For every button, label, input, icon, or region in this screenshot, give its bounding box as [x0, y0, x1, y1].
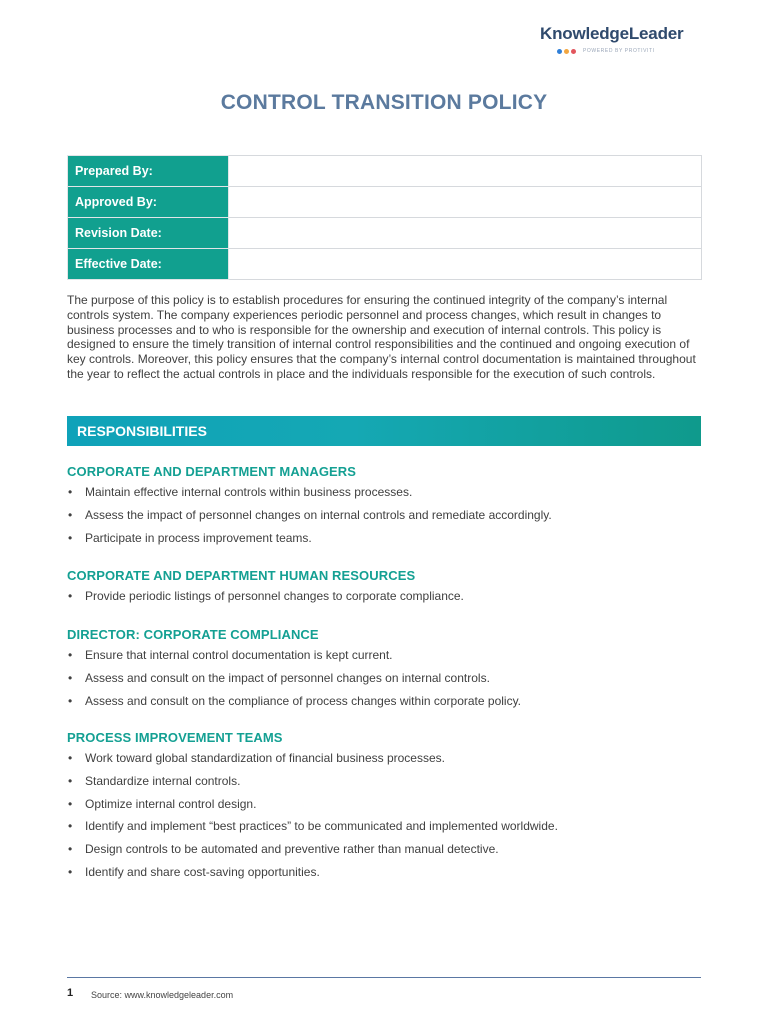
page-title: CONTROL TRANSITION POLICY [220, 91, 548, 114]
table-row [68, 249, 702, 280]
purpose-paragraph: The purpose of this policy is to establish procedures for ensuring the continued integrity of the company’s internal controls system. The company experiences periodic personnel and process changes, which result in changes to business processes and to who is responsible for the ownership and execution of internal controls. This policy is designed to ensure the timely transition of internal control responsibilities and the continued and ongoing execution of key controls. Moreover, this policy ensures that the company’s internal control documentation is maintained throughout the year to reflect the actual controls in place and the individuals responsible for the execution of such controls. [67, 293, 696, 381]
list-item [67, 750, 707, 773]
list-item-text: Identify and implement “best practices” to be communicated and implemented worldwide. [85, 819, 558, 834]
effective-date-label: Effective Date: [68, 249, 229, 280]
brand-dot-blue-icon [557, 49, 562, 54]
list-item-text: Provide periodic listings of personnel changes to corporate compliance. [85, 589, 464, 603]
bullet-icon: • [68, 589, 73, 603]
bullet-icon: • [68, 530, 73, 545]
list-item [67, 647, 707, 670]
page-number: 1 [67, 987, 74, 999]
bullet-icon: • [68, 819, 73, 834]
list-item [67, 841, 707, 864]
section-heading: CORPORATE AND DEPARTMENT HUMAN RESOURCES [67, 568, 416, 583]
list-item [67, 773, 707, 796]
prepared-by-value[interactable] [229, 156, 702, 187]
bullet-list [67, 647, 707, 715]
list-item [67, 818, 707, 841]
approved-by-value[interactable] [229, 187, 702, 218]
knowledgeleader-logo [540, 24, 710, 55]
bullet-list [67, 588, 707, 611]
bullet-icon: • [68, 796, 73, 811]
bullet-icon: • [68, 842, 73, 857]
bullet-icon: • [68, 507, 73, 522]
bullet-list [67, 484, 707, 552]
effective-date-value[interactable] [229, 249, 702, 280]
brand-name: KnowledgeLeader [540, 24, 684, 43]
revision-date-label: Revision Date: [68, 218, 229, 249]
section-heading: PROCESS IMPROVEMENT TEAMS [67, 730, 283, 745]
bullet-icon: • [68, 773, 73, 788]
revision-date-value[interactable] [229, 218, 702, 249]
bullet-icon: • [68, 864, 73, 879]
approved-by-label: Approved By: [68, 187, 229, 218]
list-item [67, 670, 707, 693]
section-heading: CORPORATE AND DEPARTMENT MANAGERS [67, 464, 357, 479]
list-item [67, 796, 707, 819]
source-citation: Source: www.knowledgeleader.com [91, 990, 234, 1000]
list-item [67, 530, 707, 553]
brand-tagline: POWERED BY PROTIVITI [583, 48, 655, 54]
brand-tagline-row [557, 47, 710, 55]
section-process-improvement [67, 730, 707, 887]
list-item [67, 507, 707, 530]
table-row [68, 218, 702, 249]
list-item [67, 864, 707, 887]
list-item [67, 588, 707, 611]
bullet-list [67, 750, 707, 887]
list-item [67, 484, 707, 507]
bullet-icon: • [68, 670, 73, 685]
list-item-text: Maintain effective internal controls within business processes. [85, 485, 413, 499]
list-item-text: Assess and consult on the impact of personnel changes on internal controls. [85, 670, 490, 685]
list-item-text: Participate in process improvement teams. [85, 530, 312, 545]
list-item-text: Optimize internal control design. [85, 796, 257, 811]
table-row [68, 156, 702, 187]
bullet-icon: • [68, 485, 73, 499]
bullet-icon: • [68, 648, 73, 662]
bullet-icon: • [68, 751, 73, 765]
section-heading: DIRECTOR: CORPORATE COMPLIANCE [67, 627, 319, 642]
section-human-resources [67, 568, 707, 611]
footer-divider [67, 977, 701, 978]
list-item-text: Standardize internal controls. [85, 773, 241, 788]
list-item-text: Ensure that internal control documentation is kept current. [85, 648, 393, 662]
bullet-icon: • [68, 693, 73, 708]
responsibilities-banner [67, 416, 701, 446]
list-item-text: Work toward global standardization of financial business processes. [85, 751, 445, 765]
list-item-text: Design controls to be automated and preventive rather than manual detective. [85, 842, 499, 857]
section-managers [67, 464, 707, 552]
responsibilities-heading: RESPONSIBILITIES [77, 423, 207, 439]
list-item-text: Identify and share cost-saving opportunities. [85, 864, 320, 879]
prepared-by-label: Prepared By: [68, 156, 229, 187]
section-corporate-compliance [67, 627, 707, 715]
brand-dot-red-icon [571, 49, 576, 54]
table-row [68, 187, 702, 218]
document-info-table [67, 155, 702, 280]
list-item-text: Assess the impact of personnel changes on internal controls and remediate accordingly. [85, 507, 552, 522]
list-item [67, 693, 707, 716]
list-item-text: Assess and consult on the compliance of process changes within corporate policy. [85, 693, 522, 708]
brand-dot-orange-icon [564, 49, 569, 54]
